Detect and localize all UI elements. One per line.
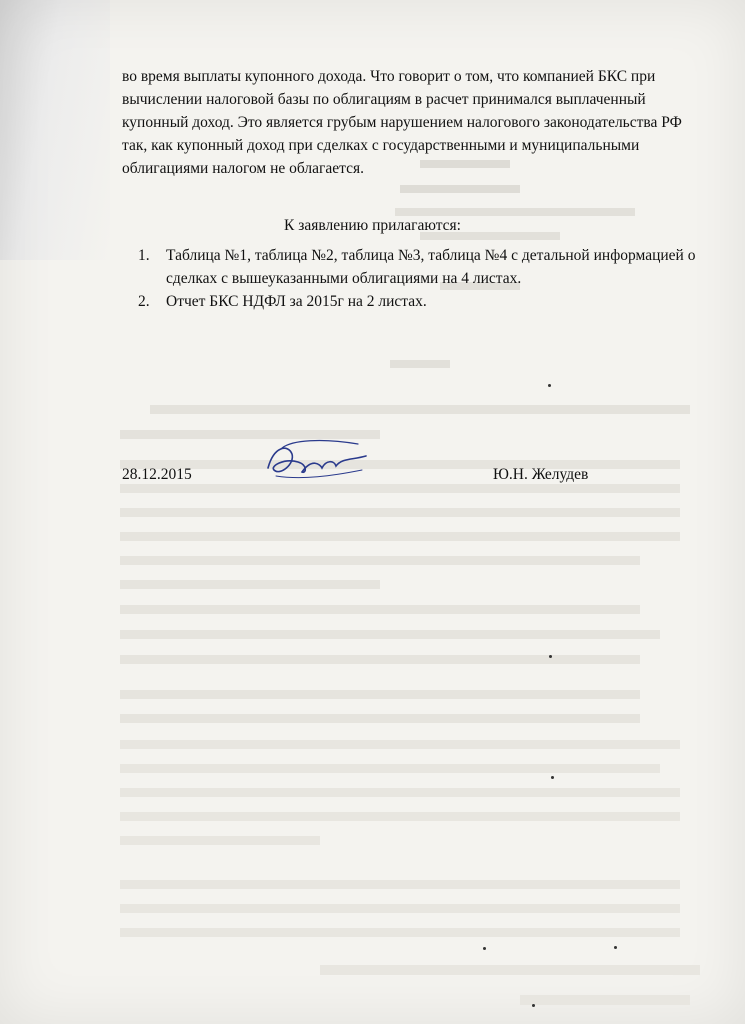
attachments-heading: К заявлению прилагаются:: [284, 217, 461, 234]
scan-speck: [551, 776, 554, 779]
list-item-number: 2.: [138, 293, 150, 310]
list-item: [138, 290, 698, 313]
attachments-list: [138, 244, 698, 313]
scan-speck: [548, 384, 551, 387]
list-item-text: Таблица №1, таблица №2, таблица №3, таблица №4 с детальной информацией о сделках с вышеуказанными облигациями на 4 листах.: [166, 247, 696, 287]
date: 28.12.2015: [122, 466, 192, 483]
letter-body: [122, 65, 697, 180]
list-item-text: Отчет БКС НДФЛ за 2015г на 2 листах.: [166, 293, 427, 310]
signatory-name: Ю.Н. Желудев: [493, 466, 589, 483]
scan-speck: [549, 655, 552, 658]
scan-speck: [614, 946, 617, 949]
scan-speck: [532, 1004, 535, 1007]
list-item: [138, 244, 698, 290]
body-paragraph: во время выплаты купонного дохода. Что говорит о том, что компанией БКС при вычислении налоговой базы по облигациям в расчет принимался выплаченный купонный доход. Это является грубым нарушением налогового законодательства РФ так, как купонный доход при сделках с государственными и муниципальными облигациями налогом не облагается.: [122, 68, 682, 177]
list-item-number: 1.: [138, 247, 150, 264]
handwritten-signature: [262, 436, 372, 486]
scan-speck: [483, 947, 486, 950]
